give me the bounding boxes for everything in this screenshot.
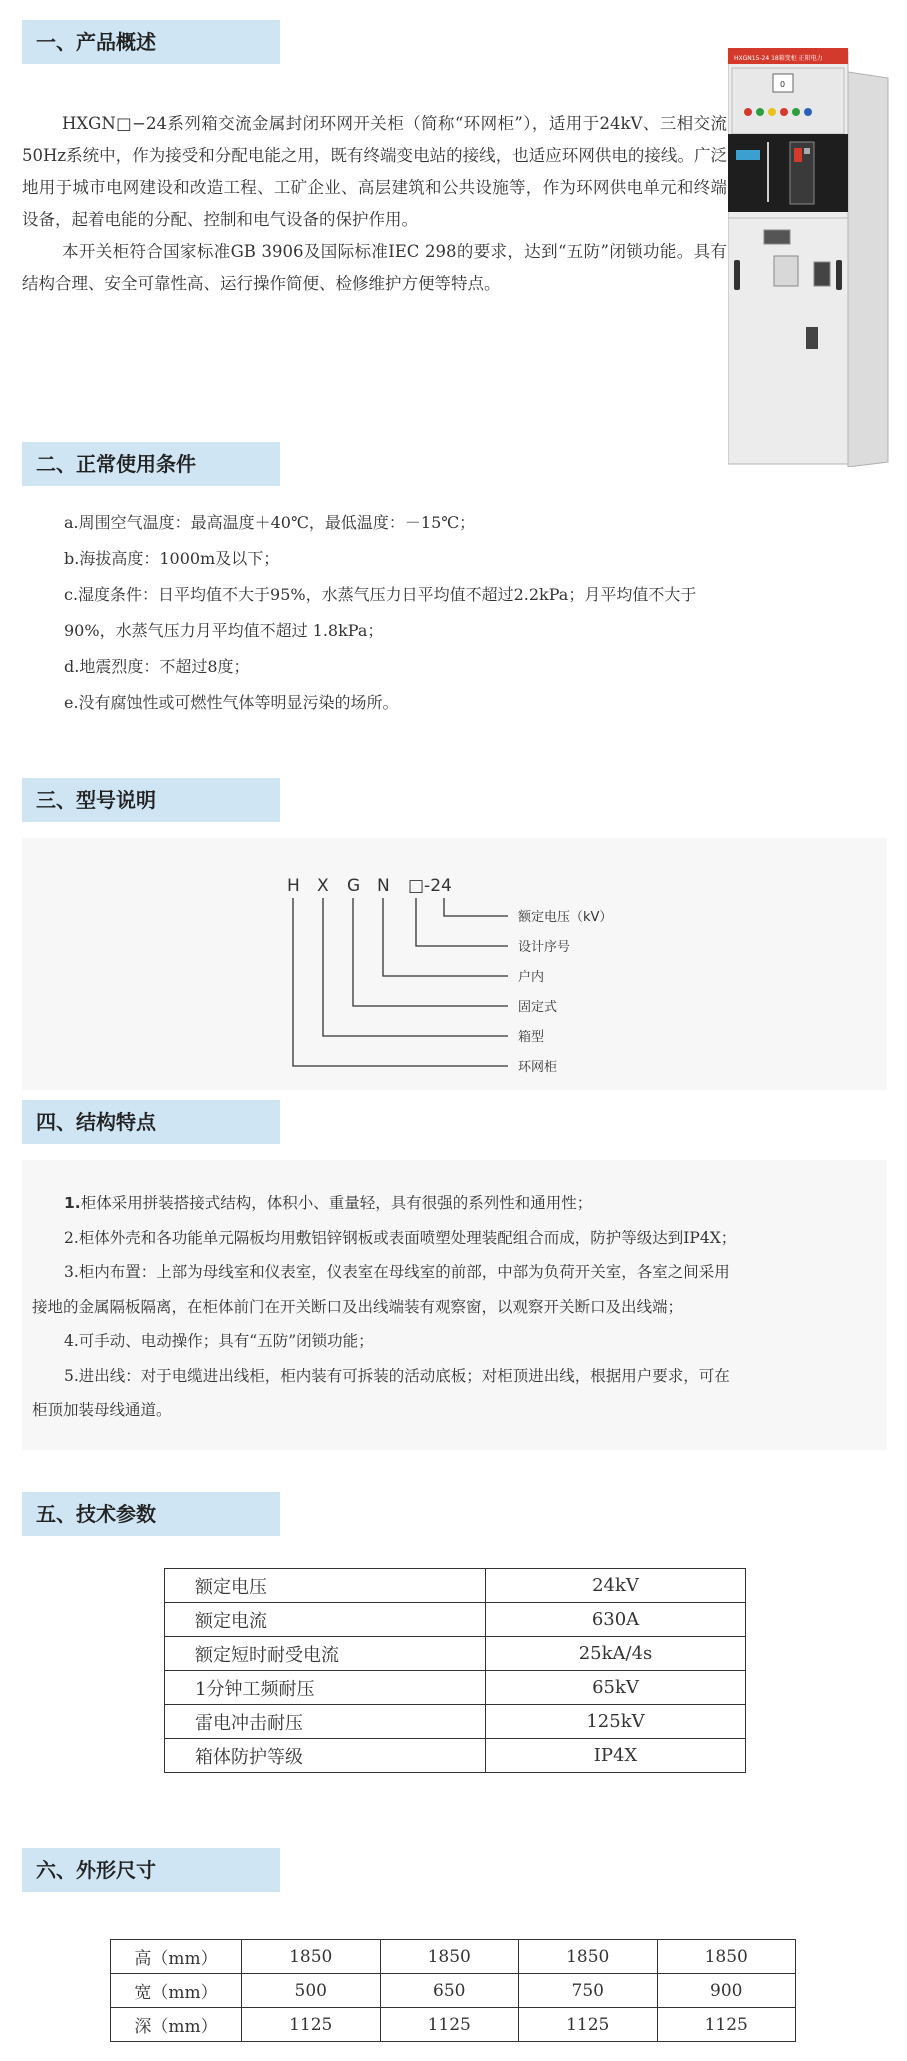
condition-item: b.海拔高度：1000m及以下； [64, 549, 280, 568]
table-row: 高（mm） 1850 1850 1850 1850 [111, 1940, 796, 1974]
cabinet-label: HXGN15-24 18箱变柜 正阳电力 [734, 55, 823, 62]
table-row: 额定电压 24kV [165, 1569, 746, 1603]
door-handle-icon [836, 260, 842, 290]
feature-item: 2.柜体外壳和各功能单元隔板均用敷铝锌钢板或表面喷塑处理装配组合而成，防护等级达到IP4X； [64, 1228, 737, 1247]
code-suffix: □-24 [408, 876, 452, 896]
condition-item: e.没有腐蚀性或可燃性气体等明显污染的场所。 [64, 693, 399, 712]
overview-paragraph-2: 本开关柜符合国家标准GB 3906及国际标准IEC 298的要求，达到“五防”闭锁功能。具有结构合理、安全可靠性高、运行操作简便、检修维护方便等特点。 [22, 242, 727, 293]
code-letter-x: X [317, 876, 329, 896]
switchgear-cabinet-image [728, 42, 898, 467]
indicator-light-icon [780, 108, 788, 116]
feature-item: 5.进出线：对于电缆进出线柜，柜内装有可拆装的活动底板；对柜顶进出线，根据用户要求，可在 [64, 1366, 730, 1385]
indicator-light-icon [792, 108, 800, 116]
table-row: 额定电流 630A [165, 1603, 746, 1637]
code-letter-h: H [287, 876, 300, 896]
overview-text [22, 108, 727, 300]
handle-icon [764, 230, 790, 244]
section-title-specs: 五、技术参数 [22, 1492, 280, 1536]
section-title-conditions: 二、正常使用条件 [22, 442, 280, 486]
indicator-light-icon [804, 108, 812, 116]
indicator-light-icon [744, 108, 752, 116]
feature-item-continued: 接地的金属隔板隔离，在柜体前门在开关断口及出线端装有观察窗，以观察开关断口及出线端； [32, 1297, 684, 1316]
indicator-light-icon [768, 108, 776, 116]
table-row: 宽（mm） 500 650 750 900 [111, 1974, 796, 2008]
model-code-diagram [270, 868, 670, 1078]
table-row: 1分钟工频耐压 65kV [165, 1671, 746, 1705]
tech-params-table [164, 1568, 746, 1773]
condition-item: a.周围空气温度：最高温度＋40℃，最低温度：－15℃； [64, 513, 476, 532]
code-letter-n: N [377, 876, 390, 896]
overview-paragraph-1: HXGN□−24系列箱交流金属封闭环网开关柜（简称“环网柜”），适用于24kV、三相交流50Hz系统中，作为接受和分配电能之用，既有终端变电站的接线，也适应环网供电的接线。广泛地用于城市电网建设和改造工程、工矿企业、高层建筑和公共设施等，作为环网供电单元和终端设备，起着电能的分配、控制和电气设备的保护作用。 [22, 114, 727, 229]
condition-item: 90%，水蒸气压力月平均值不超过 1.8kPa； [64, 621, 384, 640]
section-title-model: 三、型号说明 [22, 778, 280, 822]
section-title-overview: 一、产品概述 [22, 20, 280, 64]
code-label-ring-main: 环网柜 [518, 1060, 558, 1075]
code-label-design-no: 设计序号 [518, 940, 571, 955]
indicator-light-icon [756, 108, 764, 116]
viewing-window-icon [814, 262, 830, 286]
section-title-features: 四、结构特点 [22, 1100, 280, 1144]
svg-text:0: 0 [780, 80, 786, 89]
code-label-indoor: 户内 [518, 970, 545, 985]
feature-item: 4.可手动、电动操作；具有“五防”闭锁功能； [64, 1332, 374, 1350]
table-row: 箱体防护等级 IP4X [165, 1739, 746, 1773]
code-label-fixed: 固定式 [518, 1000, 558, 1015]
nameplate-icon [774, 256, 798, 286]
feature-item-continued: 柜顶加装母线通道。 [32, 1401, 172, 1419]
code-label-box-type: 箱型 [518, 1030, 545, 1045]
mimic-panel [728, 134, 848, 212]
code-label-voltage: 额定电压（kV） [518, 910, 613, 925]
section-title-dimensions: 六、外形尺寸 [22, 1848, 280, 1892]
table-row: 额定短时耐受电流 25kA/4s [165, 1637, 746, 1671]
conditions-list [32, 505, 887, 721]
feature-item: 3.柜内布置：上部为母线室和仪表室，仪表室在母线室的前部，中部为负荷开关室，各室之间采用 [64, 1263, 730, 1281]
table-row: 深（mm） 1125 1125 1125 1125 [111, 2008, 796, 2042]
table-row: 雷电冲击耐压 125kV [165, 1705, 746, 1739]
condition-item: d.地震烈度：不超过8度； [64, 657, 250, 676]
lock-icon [806, 327, 818, 349]
condition-item: c.湿度条件：日平均值不大于95%，水蒸气压力日平均值不超过2.2kPa；月平均值不大于 [64, 585, 697, 604]
dimensions-table [110, 1939, 796, 2042]
feature-item: 1.柜体采用拼装搭接式结构，体积小、重量轻，具有很强的系列性和通用性； [64, 1194, 593, 1212]
code-letter-g: G [347, 876, 361, 896]
features-list [32, 1186, 887, 1428]
door-handle-icon [734, 260, 740, 290]
